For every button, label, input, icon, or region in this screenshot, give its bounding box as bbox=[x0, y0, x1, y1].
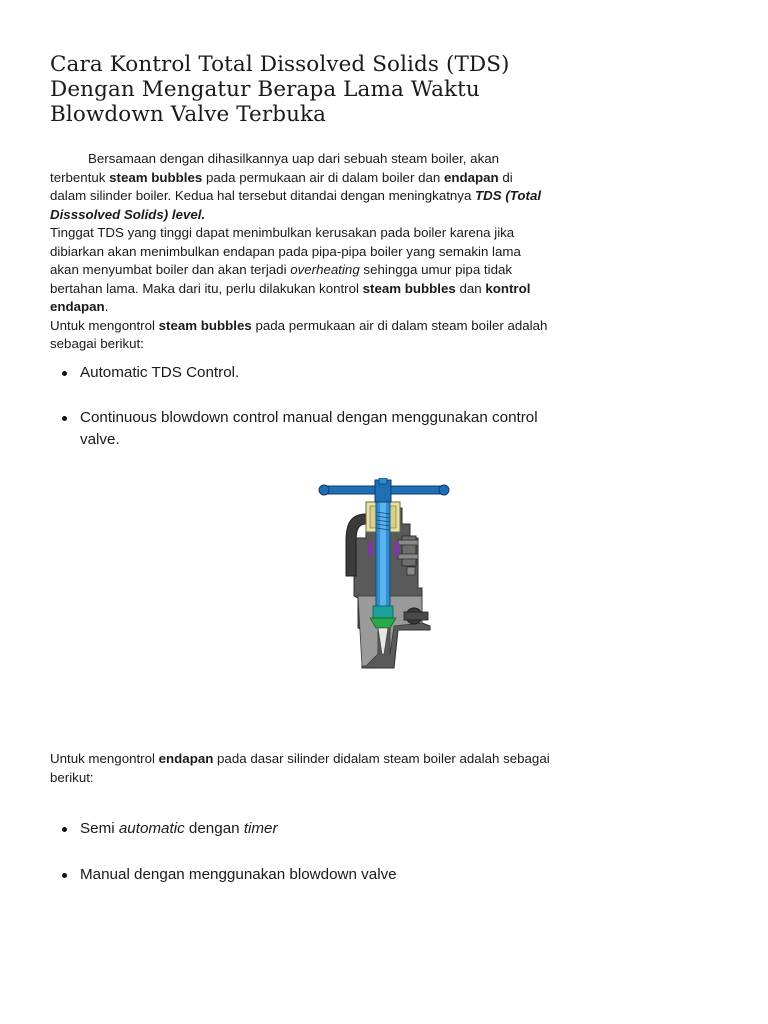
intro-text-4: Tinggat TDS yang tinggi dapat menimbulkan kerusakan pada boiler karena jika dibiarkan akan menimbulkan endapan pada pipa-pipa boiler yang semakin lama akan menyumbat boiler dan akan terjadi bbox=[50, 225, 521, 277]
intro-bold-kontrol-endapan: kontrol endapan bbox=[50, 280, 531, 314]
intro-text-1: Bersamaan dengan dihasilkannya uap dari sebuah steam boiler, akan terbentuk bbox=[50, 151, 500, 185]
intro-text-6: dan bbox=[455, 280, 486, 296]
intro-text-9: pada permukaan air di dalam steam boiler adalah sebagai berikut: bbox=[50, 317, 548, 351]
blowdown-valve-illustration bbox=[318, 478, 450, 670]
sediment-bold-endapan: endapan bbox=[158, 751, 214, 766]
intro-paragraph bbox=[50, 150, 550, 354]
list-item bbox=[60, 864, 560, 886]
list-item bbox=[60, 818, 560, 840]
list-item-automatic: automatic bbox=[118, 820, 185, 837]
intro-bold-steam-bubbles-3: steam bubbles bbox=[158, 317, 252, 333]
list-item-text: Continuous blowdown control manual dengan menggunakan control valve. bbox=[80, 409, 538, 448]
sediment-text-2: pada dasar silinder didalam steam boiler adalah sebagai berikut: bbox=[50, 751, 550, 785]
sediment-intro-paragraph bbox=[50, 750, 550, 787]
sediment-text-1: Untuk mengontrol bbox=[50, 751, 159, 766]
list-item-text-c: dengan bbox=[184, 820, 244, 837]
intro-text-7: . bbox=[104, 299, 109, 314]
list-item-text-a: Semi bbox=[80, 820, 119, 837]
sediment-methods-list bbox=[60, 818, 560, 886]
intro-overheating: overheating bbox=[290, 262, 360, 277]
bullet-icon bbox=[62, 873, 67, 878]
list-item bbox=[60, 362, 560, 384]
intro-text-5: sehingga umur pipa tidak bertahan lama. Maka dari itu, perlu dilakukan kontrol bbox=[50, 262, 513, 296]
bullet-icon bbox=[62, 416, 67, 421]
bullet-icon bbox=[62, 827, 67, 832]
list-item-timer: timer bbox=[243, 820, 278, 837]
intro-bold-steam-bubbles: steam bubbles bbox=[109, 169, 203, 185]
intro-text-8: Untuk mengontrol bbox=[50, 317, 159, 333]
intro-text-3: di dalam silinder boiler. Kedua hal tersebut ditandai dengan meningkatnya bbox=[50, 169, 513, 203]
intro-tds-level: TDS (Total Disssolved Solids) level. bbox=[50, 188, 542, 222]
steam-bubble-methods-list bbox=[60, 362, 560, 451]
intro-text-2: pada permukaan air di dalam boiler dan bbox=[202, 169, 444, 185]
article-title: Cara Kontrol Total Dissolved Solids (TDS) Dengan Mengatur Berapa Lama Waktu Blowdown Valve Terbuka bbox=[50, 52, 510, 127]
list-item bbox=[60, 407, 560, 451]
bullet-icon bbox=[62, 371, 67, 376]
list-item-text: Automatic TDS Control. bbox=[80, 364, 240, 381]
list-item-text: Manual dengan menggunakan blowdown valve bbox=[80, 866, 397, 883]
intro-bold-steam-bubbles-2: steam bubbles bbox=[362, 280, 456, 296]
intro-bold-endapan: endapan bbox=[443, 169, 499, 185]
